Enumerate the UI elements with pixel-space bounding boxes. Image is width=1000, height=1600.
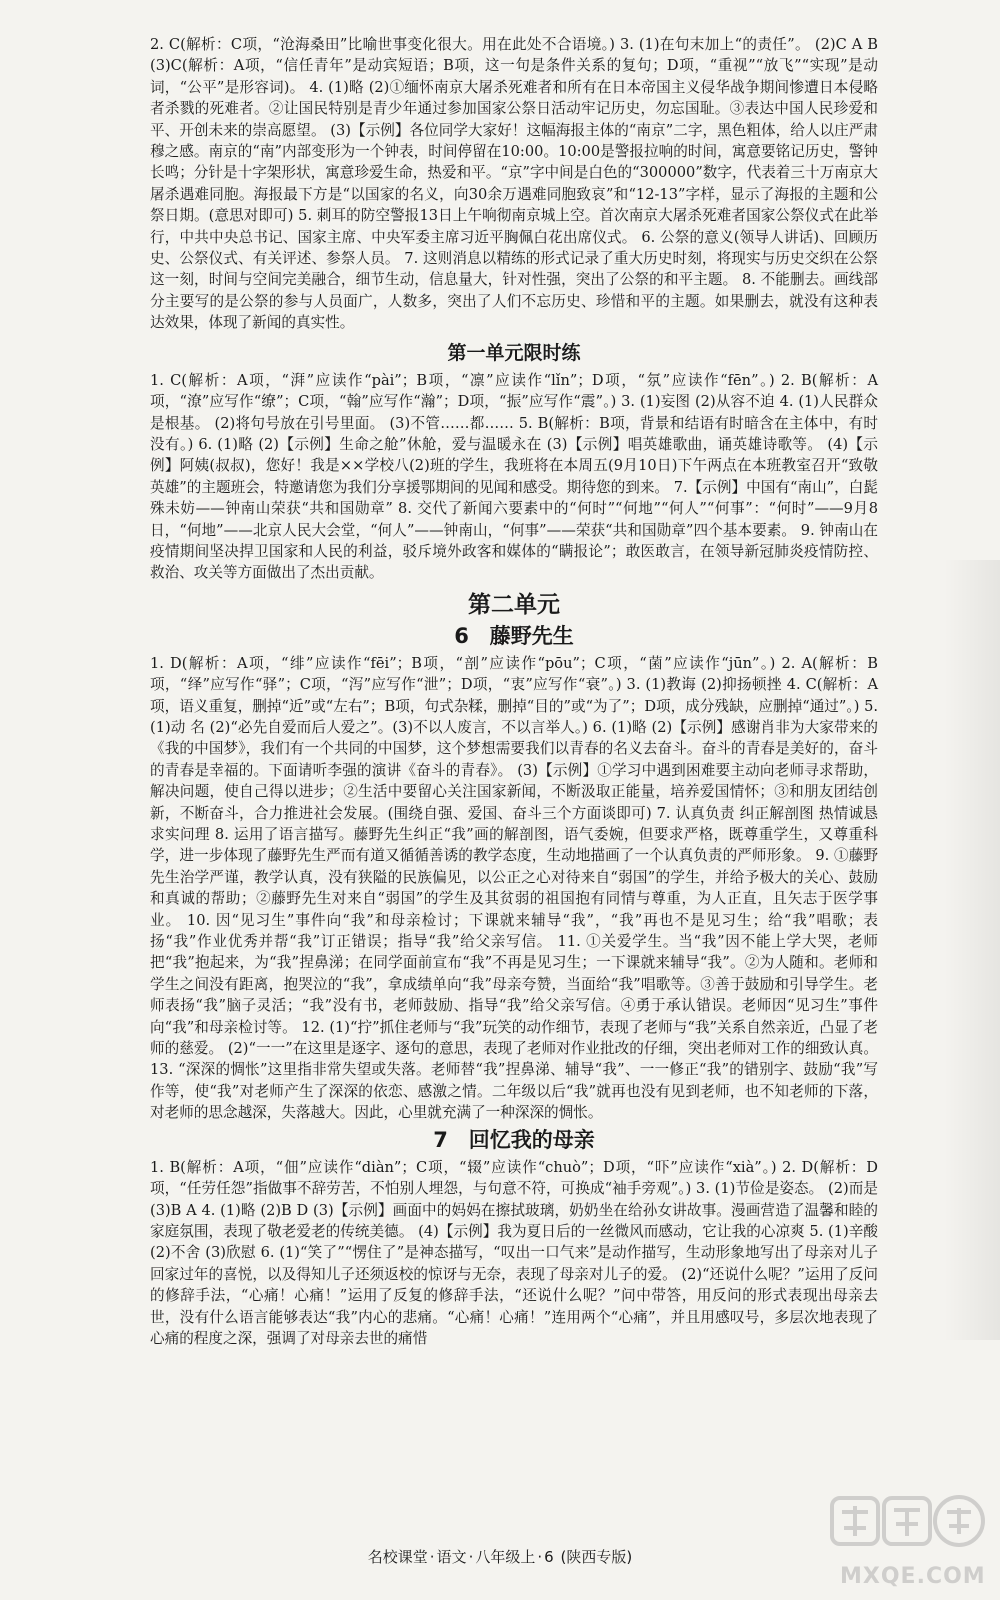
- footer-dot-3: ·: [537, 1548, 543, 1566]
- footer-dot-2: ·: [468, 1548, 474, 1566]
- answer-paragraph-lesson6: 1. D(解析：A项，“绯”应读作“fēi”；B项，“剖”应读作“pōu”；C项，“菌”应读作“jūn”。) 2. A(解析：B项，“绎”应写作“驿”；C项，“泻”应写作“泄”；D项，“衷”应写作“衰”。) 3. (1)教诲 (2)抑扬顿挫 4. C(解析：A项，语义重复，删掉“近”或“左右”；B项，句式杂糅，删掉“目的”或“为了”；D项，成分残缺，应删掉“通过”。) 5. (1)动 名 (2)“必先自爱而后人爱之”。(3)不以人废言，不以言举人。) 6. (1)略 (2)【示例】感谢肖非为大家带来的《我的中国梦》，我们有一个共同的中国梦，这个梦想需要我们以青春的名义去奋斗。奋斗的青春是美好的，奋斗的青春是幸福的。下面请听李强的演讲《奋斗的青春》。 (3)【示例】①学习中遇到困难要主动向老师寻求帮助，解决问题，使自己得以进步；②生活中要留心关注国家新闻，不断汲取正能量，培养爱国情怀；③和朋友团结创新，不断奋斗，合力推进社会发展。(围绕自强、爱国、奋斗三个方面谈即可) 7. 认真负责 纠正解剖图 热情诚恳 求实问理 8. 运用了语言描写。藤野先生纠正“我”画的解剖图，语气委婉，但要求严格，既尊重学生，又尊重科学，进一步体现了藤野先生严而有道又循循善诱的教学态度，生动地描画了一个认真负责的严师形象。 9. ①藤野先生治学严谨，教学认真，没有狭隘的民族偏见，以公正之心对待来自“弱国”的学生，并给予极大的关心、鼓励和真诚的帮助；②藤野先生对来自“弱国”的学生及其贫弱的祖国抱有同情与尊重，为人正直，且矢志于医学事业。 10. 因“见习生”事件向“我”和母亲检讨；下课就来辅导“我”，“我”再也不是见习生；给“我”唱歌；表扬“我”作业优秀并帮“我”订正错误；指导“我”给父亲写信。 11. ①关爱学生。当“我”因不能上学大哭，老师把“我”抱起来，为“我”捏鼻涕；在同学面前宣布“我”不再是见习生；一下课就来辅导“我”。②为人随和。老师和学生之间没有距离，抱哭泣的“我”，拿成绩单向“我”母亲夸赞，当面给“我”唱歌等。③善于鼓励和引导学生。老师表扬“我”脑子灵活；“我”没有书，老师鼓励、指导“我”给父亲写信。④勇于承认错误。老师因“见习生”事件向“我”和母亲检讨等。 12. (1)“拧”抓住老师与“我”玩笑的动作细节，表现了老师与“我”关系自然亲近，凸显了老师的慈爱。 (2)“一一”在这里是逐字、逐句的意思，表现了老师对作业批改的仔细，突出老师对工作的细致认真。 13. “深深的惆怅”这里指非常失望或失落。老师替“我”捏鼻涕、辅导“我”、一一修正“我”的错别字、鼓励“我”写作等，使“我”对老师产生了深深的依恋、感激之情。二年级以后“我”就再也没有见到老师，也不知老师的下落，对老师的思念越深，失落越大。因此，心里就充满了一种深深的惆怅。: [150, 654, 878, 1122]
- section-title-unit1-test: 第一单元限时练: [447, 341, 581, 364]
- page-edge-shadow: [944, 560, 1000, 1340]
- watermark-logo-icon: [828, 1492, 988, 1562]
- footer-subject: 语文: [436, 1548, 467, 1566]
- lesson-title-6: 6 藤野先生: [454, 623, 574, 648]
- footer-book: 名校课堂: [367, 1548, 428, 1566]
- footer-grade: 八年级上: [475, 1548, 536, 1566]
- footer-dot-1: ·: [429, 1548, 435, 1566]
- unit-title: 第二单元: [468, 591, 560, 618]
- answer-paragraph-lesson7: 1. B(解析：A项，“佃”应读作“diàn”；C项，“辍”应读作“chuò”；D项，“吓”应读作“xià”。) 2. D(解析：D项，“任劳任怨”指做事不辞劳苦，不怕别人埋怨，与句意不符，可换成“袖手旁观”。) 3. (1)节俭是姿态。 (2)而是 (3)B A 4. (1)略 (2)B D (3)【示例】画面中的妈妈在擦拭玻璃，奶奶坐在给孙女讲故事。漫画营造了温馨和睦的家庭氛围，表现了敬老爱老的传统美德。 (4)【示例】我为夏日后的一丝微风而感动，它让我的心凉爽 5. (1)辛酸 (2)不舍 (3)欣慰 6. (1)“笑了”“愣住了”是神态描写，“叹出一口气来”是动作描写，生动形象地写出了母亲对儿子回家过年的喜悦，以及得知儿子还须返校的惊讶与无奈，表现了母亲对儿子的爱。 (2)“还说什么呢？”运用了反问的修辞手法，“心痛！心痛！”运用了反复的修辞手法，“还说什么呢？”问中带答，用反问的形式表现出母亲去世，没有什么语言能够表达“我”内心的悲痛。“心痛！心痛！”连用两个“心痛”，并且用感叹号，多层次地表现了心痛的程度之深，强调了对母亲去世的痛惜: [150, 1158, 878, 1347]
- footer-page-number: 6: [544, 1548, 554, 1566]
- answer-page: [150, 34, 878, 1349]
- footer-edition: (陕西专版): [560, 1548, 633, 1566]
- lesson-title-7: 7 回忆我的母亲: [433, 1127, 595, 1152]
- watermark-text: MXQE.COM: [840, 1564, 986, 1589]
- answer-paragraph-top: 2. C(解析：C项，“沧海桑田”比喻世事变化很大。用在此处不合语境。) 3. (1)在句末加上“的责任”。 (2)C A B (3)C(解析：A项，“信任青年”是动宾短语；B项，这一句是条件关系的复句；D项，“重视”“放飞”“实现”是动词，“公平”是形容词)。 4. (1)略 (2)①缅怀南京大屠杀死难者和所有在日本帝国主义侵华战争期间惨遭日本侵略者杀戮的死难者。②让国民特别是青少年通过参加国家公祭日活动牢记历史，勿忘国耻。③表达中国人民珍爱和平、开创未来的崇高愿望。 (3)【示例】各位同学大家好！这幅海报主体的“南京”二字，黑色粗体，给人以庄严肃穆之感。南京的“南”内部变形为一个钟表，时间停留在10:00。10:00是警报拉响的时间，寓意要铭记历史，警钟长鸣；分针是十字架形状，寓意珍爱生命，热爱和平。“京”字中间是白色的“300000”数字，代表着三十万南京大屠杀遇难同胞。海报最下方是“以国家的名义，向30余万遇难同胞致哀”和“12-13”字样，显示了海报的主题和公祭日期。(意思对即可) 5. 刺耳的防空警报13日上午响彻南京城上空。首次南京大屠杀死难者国家公祭仪式在此举行，中共中央总书记、国家主席、中央军委主席习近平胸佩白花出席仪式。 6. 公祭的意义(领导人讲话)、回顾历史、公祭仪式、有关评述、参祭人员。 7. 这则消息以精练的形式记录了重大历史时刻，将现实与历史交织在公祭这一刻，时间与空间完美融合，细节生动，信息量大，针对性强，突出了公祭的和平主题。 8. 不能删去。画线部分主要写的是公祭的参与人员面广，人数多，突出了人们不忘历史、珍惜和平的主题。如果删去，就没有这种表达效果，体现了新闻的真实性。: [150, 36, 878, 332]
- watermark: [828, 1492, 993, 1592]
- answer-paragraph-unit1-test: 1. C(解析：A项，“湃”应读作“pài”；B项，“凛”应读作“lǐn”；D项，“氛”应读作“fēn”。) 2. B(解析：A项，“潦”应写作“缭”；C项，“翰”应写作“瀚”；D项，“振”应写作“震”。) 3. (1)妄图 (2)从容不迫 4. (1)人民群众是根基。 (2)将句号放在引号里面。 (3)不管……都…… 5. B(解析：B项，背景和结语有时暗含在主体中，有时没有。) 6. (1)略 (2)【示例】生命之舱”休舱，爱与温暖永在 (3)【示例】唱英雄歌曲，诵英雄诗歌等。 (4)【示例】阿姨(叔叔)，您好！我是××学校八(2)班的学生，我班将在本周五(9月10日)下午两点在本班教室召开“致敬英雄”的主题班会，特邀请您为我们分享援鄂期间的见闻和感受。期待您的到来。 7.【示例】中国有“南山”，白髭殊未妨——钟南山荣获“共和国勋章” 8. 交代了新闻六要素中的“何时”“何地”“何人”“何事”：“何时”——9月8日，“何地”——北京人民大会堂，“何人”——钟南山，“何事”——荣获“共和国勋章”四个基本要素。 9. 钟南山在疫情期间坚决捍卫国家和人民的利益，驳斥境外政客和媒体的“瞒报论”；敢医敢言，在领导新冠肺炎疫情防控、救治、攻关等方面做出了杰出贡献。: [150, 371, 878, 582]
